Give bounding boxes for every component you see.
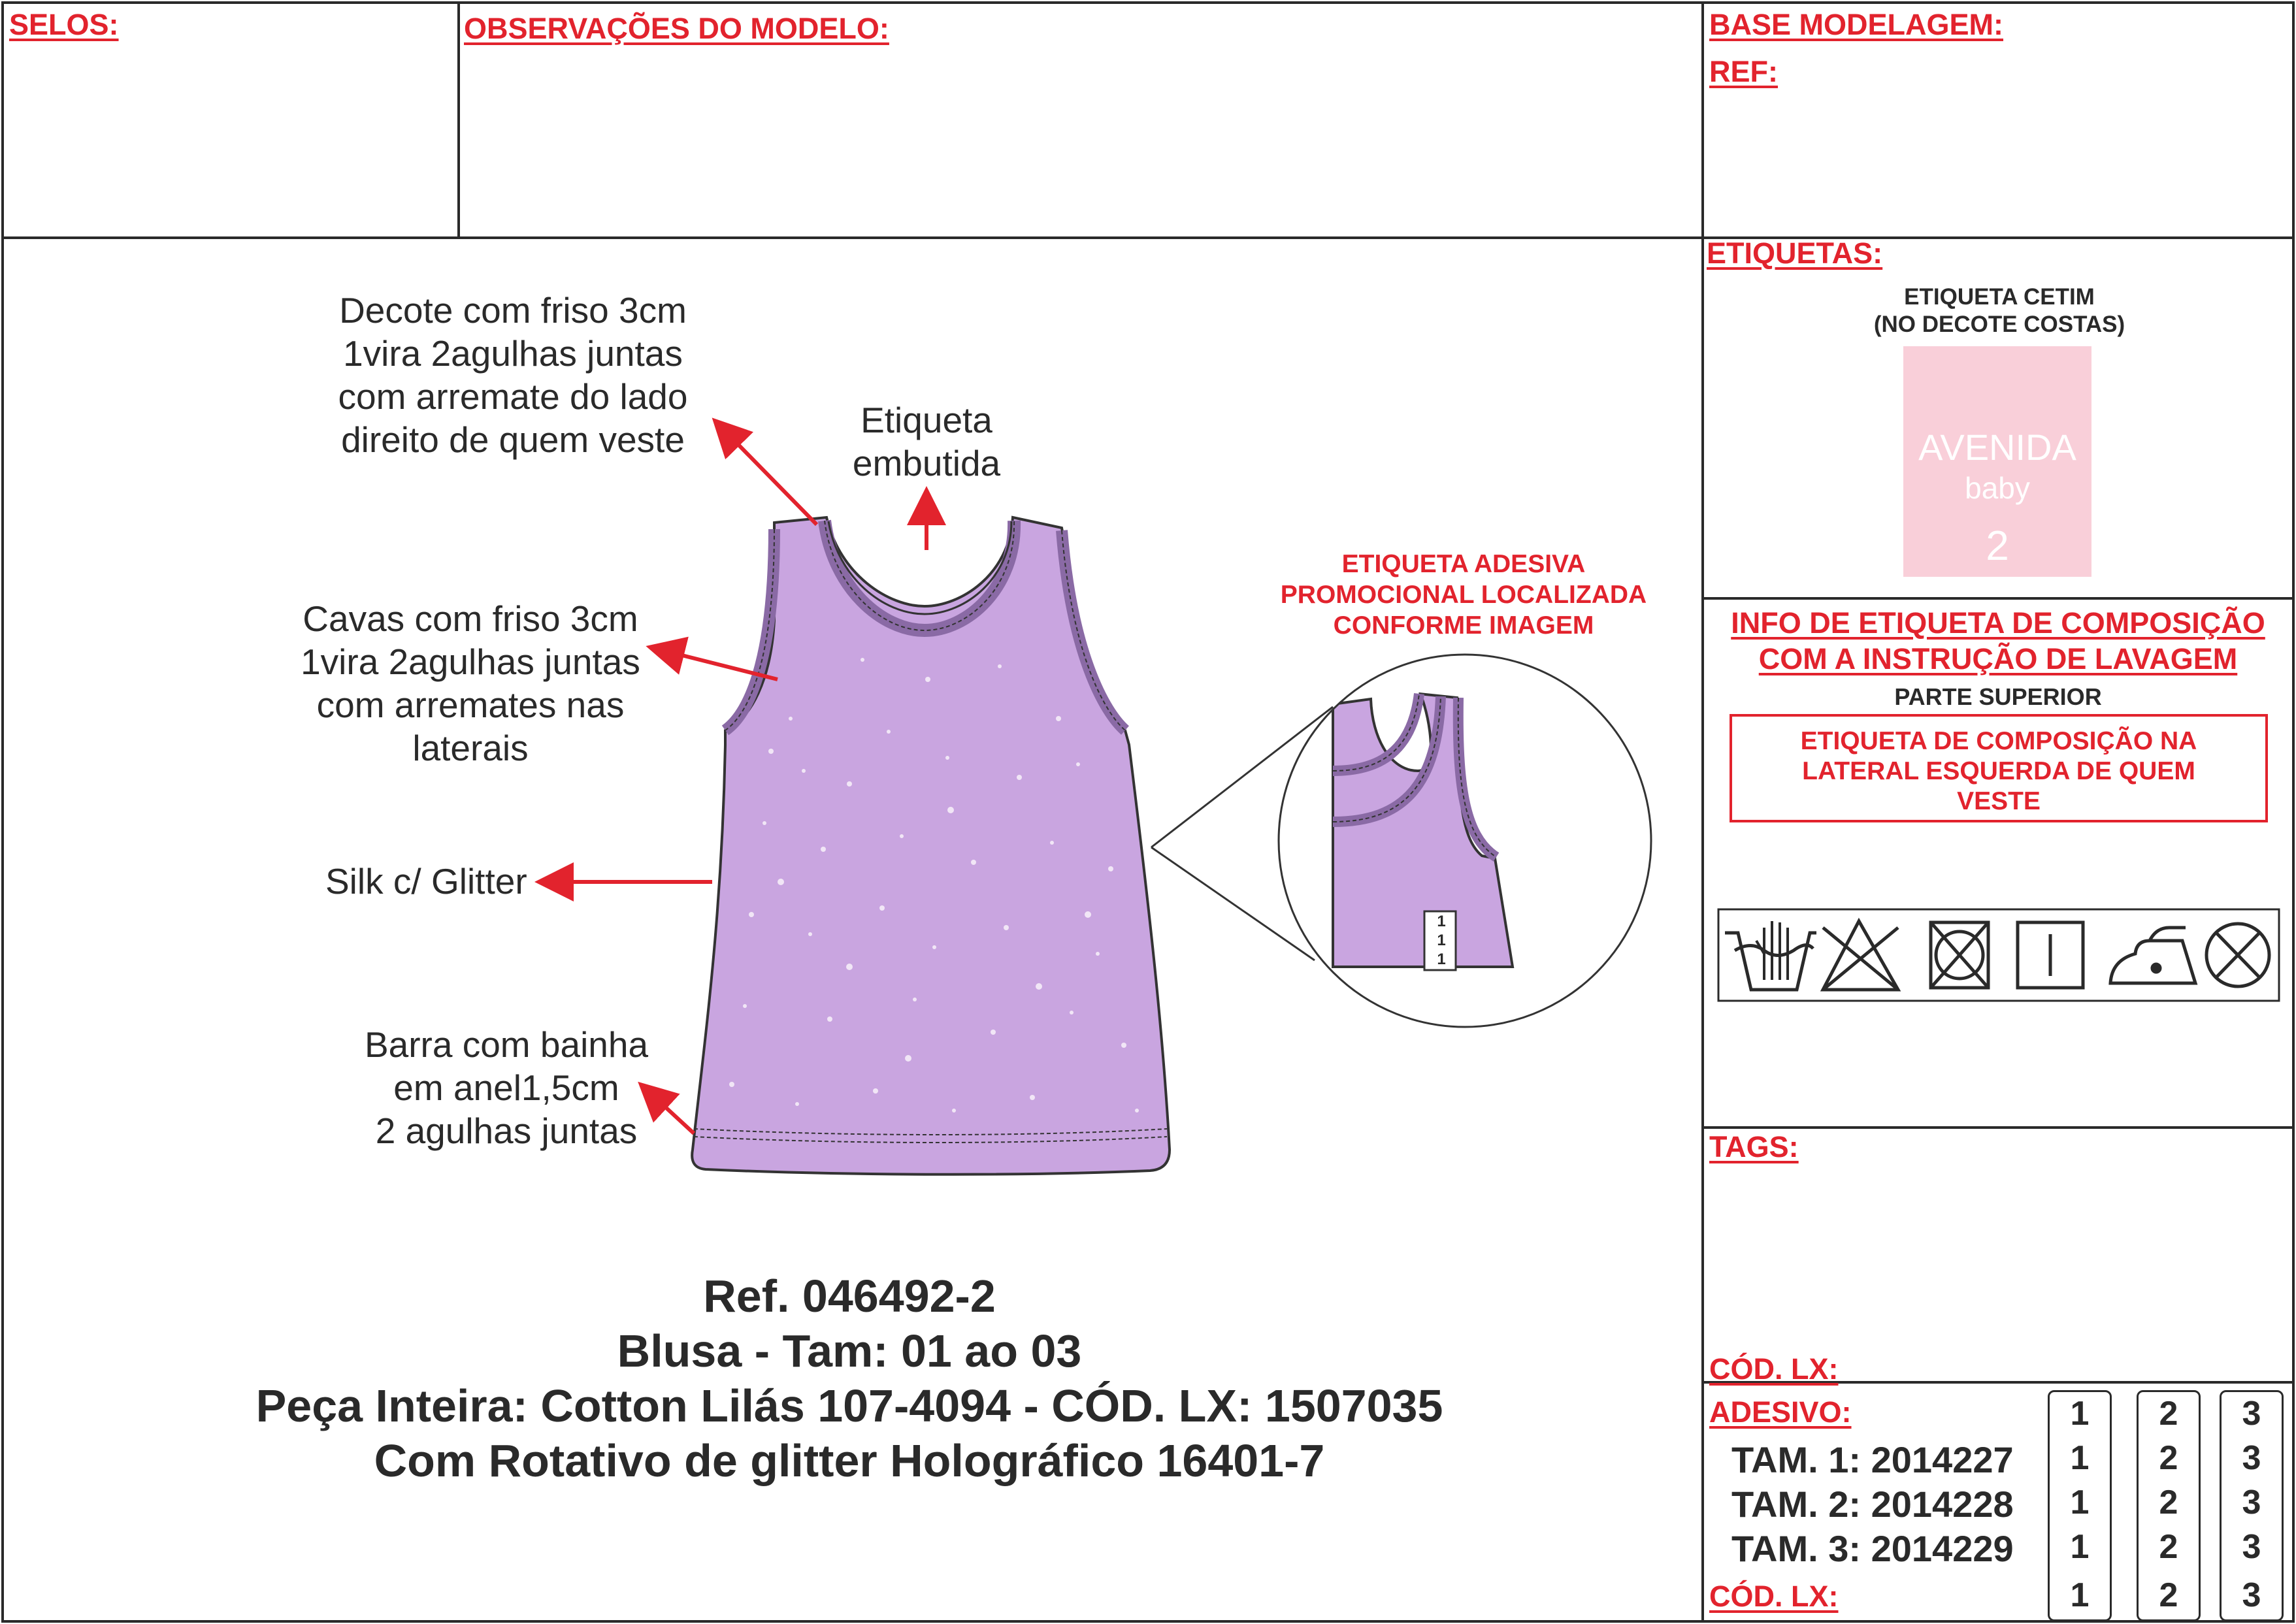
ref-line: Ref. 046492-2: [703, 1271, 996, 1322]
no-dry-clean-icon: [2206, 924, 2269, 986]
fabric-line: Peça Inteira: Cotton Lilás 107-4094 - CÓD. LX: 1507035: [255, 1380, 1443, 1431]
composicao-title-1: INFO DE ETIQUETA DE COMPOSIÇÃO: [1731, 606, 2265, 640]
print-line: Com Rotativo de glitter Holográfico 16401-7: [374, 1435, 1325, 1486]
size-cell: 3: [2242, 1484, 2261, 1521]
size-cell: 2: [2159, 1484, 2178, 1521]
care-symbols-row: [1718, 909, 2279, 1001]
size-cell: 3: [2242, 1395, 2261, 1433]
base-modelagem-label: BASE MODELAGEM:: [1709, 8, 2003, 41]
size-cell: 1: [2070, 1576, 2090, 1614]
tank-top-garment: [692, 517, 1170, 1175]
no-bleach-icon: [1823, 921, 1898, 990]
size-cell: 3: [2242, 1439, 2261, 1477]
annotation-etiqueta-embutida: Etiqueta embutida: [852, 400, 1001, 483]
etiqueta-cetim-title: ETIQUETA CETIM (NO DECOTE COSTAS): [1873, 284, 2125, 337]
hand-wash-icon: [1725, 921, 1816, 990]
adesivo-line-2: TAM. 2: 2014228: [1731, 1484, 2014, 1525]
composicao-title-2: COM A INSTRUÇÃO DE LAVAGEM: [1758, 642, 2238, 675]
annotation-decote: Decote com friso 3cm 1vira 2agulhas juntas com arremate do lado direito de quem veste: [338, 290, 688, 460]
adesivo-line-3: TAM. 3: 2014229: [1731, 1528, 2014, 1569]
satin-label-brand: AVENIDA: [1918, 427, 2076, 468]
size-cell: 2: [2159, 1576, 2178, 1614]
ref-label: REF:: [1709, 55, 1778, 88]
size-cell: 1: [2070, 1528, 2090, 1566]
tags-label: TAGS:: [1709, 1130, 1799, 1163]
line-dry-icon: [2018, 922, 2083, 988]
iron-low-icon: [2110, 928, 2195, 983]
observacoes-label: OBSERVAÇÕES DO MODELO:: [464, 12, 889, 45]
size-cell: 2: [2159, 1395, 2178, 1433]
adesivo-cod-lx-label: CÓD. LX:: [1709, 1580, 1839, 1613]
no-tumble-dry-icon: [1931, 922, 1988, 988]
inset-magnifier: [1151, 655, 1651, 1027]
product-line: Blusa - Tam: 01 ao 03: [617, 1325, 1082, 1376]
etiqueta-adesiva-note: ETIQUETA ADESIVA PROMOCIONAL LOCALIZADA CONFORME IMAGEM: [1280, 550, 1647, 640]
size-cell: 3: [2242, 1576, 2261, 1614]
adesivo-line-1: TAM. 1: 2014227: [1731, 1439, 2014, 1480]
adesivo-label: ADESIVO:: [1709, 1395, 1852, 1429]
satin-label-size: 2: [1986, 522, 2009, 569]
size-cell: 2: [2159, 1528, 2178, 1566]
size-cell: 1: [2070, 1484, 2090, 1521]
etiquetas-label: ETIQUETAS:: [1707, 236, 1883, 270]
parte-superior-label: PARTE SUPERIOR: [1894, 683, 2102, 710]
composicao-note: ETIQUETA DE COMPOSIÇÃO NA LATERAL ESQUERDA DE QUEM VESTE: [1800, 727, 2197, 815]
size-cell: 1: [2070, 1439, 2090, 1477]
annotation-cavas: Cavas com friso 3cm 1vira 2agulhas juntas com arremates nas laterais: [301, 598, 640, 768]
size-cell: 2: [2159, 1439, 2178, 1477]
size-cell: 1: [2070, 1395, 2090, 1433]
size-cell: 3: [2242, 1528, 2261, 1566]
annotation-silk: Silk c/ Glitter: [325, 861, 527, 901]
annotation-barra: Barra com bainha em anel1,5cm 2 agulhas juntas: [364, 1024, 649, 1151]
inset-size-digits: 1 1 1: [1437, 913, 1446, 968]
tags-cod-lx-label: CÓD. LX:: [1709, 1352, 1839, 1386]
selos-label: SELOS:: [9, 8, 119, 41]
satin-label-sub: baby: [1965, 471, 2030, 505]
